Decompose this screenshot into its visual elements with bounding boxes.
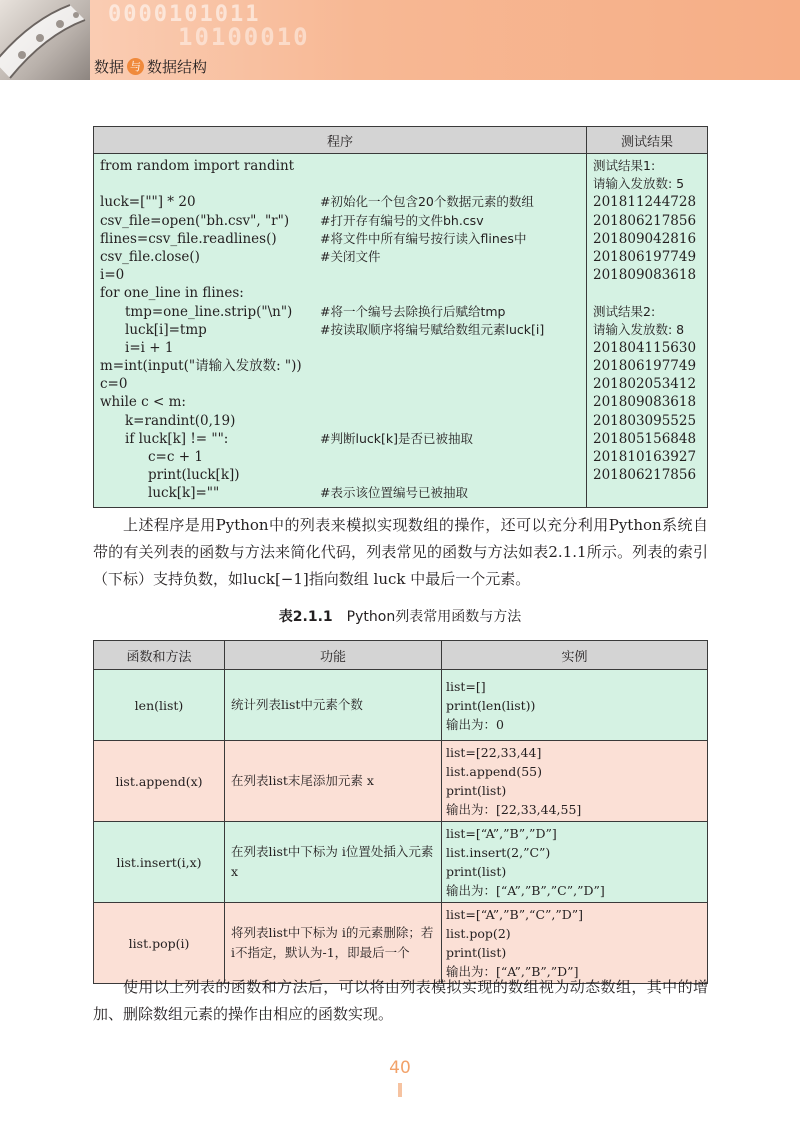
result-line: 201806217856 xyxy=(593,467,697,484)
code-comment: #按读取顺序将编号赋给数组元素luck[i] xyxy=(320,321,545,337)
result-line: 201806197749 xyxy=(593,358,697,375)
function-table-row xyxy=(94,741,708,822)
code-line xyxy=(100,303,580,321)
function-column-header: 函数和方法 xyxy=(94,641,225,670)
example-cell xyxy=(442,822,708,903)
example-line: print(list) xyxy=(446,945,507,960)
example-line: list.insert(2,”C”) xyxy=(446,845,551,860)
program-header: 程序 xyxy=(94,127,587,154)
body-paragraph-2: 使用以上列表的函数和方法后，可以将由列表模拟实现的数组视为动态数组，其中的增加、删除数组元素的操作由相应的函数实现。 xyxy=(93,978,708,1023)
code-text: if luck[k] != "": xyxy=(125,430,229,447)
result-line: 测试结果1: xyxy=(593,158,656,173)
result-line: 201809042816 xyxy=(593,230,697,247)
page-number-bar xyxy=(398,1083,402,1097)
code-comment: #将文件中所有编号按行读入flines中 xyxy=(320,230,527,246)
code-text: i=0 xyxy=(100,267,125,284)
code-text: k=randint(0,19) xyxy=(125,412,236,429)
table-caption xyxy=(0,606,800,626)
function-table-row xyxy=(94,822,708,903)
code-text: i=i + 1 xyxy=(125,339,174,356)
code-text: for one_line in flines: xyxy=(100,285,244,302)
binary-line-2: 10100010 xyxy=(178,23,310,51)
example-line: 输出为：[“A”,”B”,”C”,”D”] xyxy=(446,883,605,898)
page-header xyxy=(0,0,800,80)
result-line: 201804115630 xyxy=(593,339,697,356)
code-text: m=int(input("请输入发放数: ")) xyxy=(100,358,302,375)
code-line xyxy=(100,375,580,393)
film-strip-decoration xyxy=(0,0,90,80)
code-text: from random import randint xyxy=(100,158,295,174)
feature-cell: 在列表list末尾添加元素 x xyxy=(225,741,442,822)
body-paragraph-1: 上述程序是用Python中的列表来模拟实现数组的操作，还可以充分利用Python系统自带的有关列表的函数与方法来简化代码，列表常见的函数与方法如表2.1.1所示。列表的索引（下标）支持负数，如luck[−1]指向数组 luck 中最后一个元素。 xyxy=(93,516,708,588)
result-line: 201809083618 xyxy=(593,267,697,284)
code-text: luck=[""] * 20 xyxy=(100,194,196,211)
feature-column-header: 功能 xyxy=(225,641,442,670)
function-name-cell: list.pop(i) xyxy=(94,903,225,984)
code-line xyxy=(100,448,580,466)
example-line: list=[] xyxy=(446,678,486,694)
code-comment: #打开存有编号的文件bh.csv xyxy=(320,212,484,228)
example-line: list=[“A”,”B”,“C”,”D”] xyxy=(446,907,584,922)
example-line: 输出为：[22,33,44,55] xyxy=(446,802,582,817)
function-name-cell: list.append(x) xyxy=(94,741,225,822)
chapter-title-connector: 与 xyxy=(127,58,144,75)
code-text: csv_file=open("bh.csv", "r") xyxy=(100,212,290,229)
chapter-title xyxy=(94,56,207,77)
result-line: 测试结果2: xyxy=(593,303,656,319)
example-line: list.append(55) xyxy=(446,764,542,779)
code-text: c=c + 1 xyxy=(148,449,203,465)
code-text: flines=csv_file.readlines() xyxy=(100,230,277,247)
example-column-header: 实例 xyxy=(442,641,708,670)
result-line: 请输入发放数: 8 xyxy=(593,321,685,337)
code-line xyxy=(100,157,580,175)
code-text: c=0 xyxy=(100,376,128,393)
code-line xyxy=(100,248,580,266)
results-header: 测试结果 xyxy=(587,127,708,154)
example-cell xyxy=(442,903,708,984)
result-line xyxy=(593,284,701,302)
code-text: while c < m: xyxy=(100,394,186,411)
function-name-cell: len(list) xyxy=(94,670,225,741)
binary-decoration xyxy=(108,2,310,51)
code-line xyxy=(100,284,580,302)
code-line xyxy=(100,230,580,248)
result-line: 201803095525 xyxy=(593,412,697,429)
example-line: print(list) xyxy=(446,783,507,798)
function-name-cell: list.insert(i,x) xyxy=(94,822,225,903)
feature-cell: 在列表list中下标为 i位置处插入元素 x xyxy=(225,822,442,903)
code-line xyxy=(100,466,580,484)
code-comment: #将一个编号去除换行后赋给tmp xyxy=(320,303,506,319)
table-caption-title: Python列表常用函数与方法 xyxy=(346,609,522,625)
program-table xyxy=(93,126,708,508)
result-line: 201809083618 xyxy=(593,394,697,411)
binary-line-1: 0000101011 xyxy=(108,2,261,27)
example-line: print(len(list)) xyxy=(446,697,536,713)
code-line xyxy=(100,430,580,448)
code-text: tmp=one_line.strip("\n") xyxy=(125,303,293,320)
example-line: 输出为：0 xyxy=(446,716,504,732)
code-line xyxy=(100,357,580,375)
example-line: 输出为：[“A”,”B”,”D”] xyxy=(446,964,579,979)
code-comment: #初始化一个包含20个数据元素的数组 xyxy=(320,194,534,210)
chapter-title-part1: 数据 xyxy=(94,58,125,76)
code-line xyxy=(100,266,580,284)
result-line: 请输入发放数: 5 xyxy=(593,176,685,192)
code-line xyxy=(100,339,580,357)
code-text: luck[k]="" xyxy=(148,485,220,502)
example-line: print(list) xyxy=(446,864,507,879)
results-cell xyxy=(587,154,708,508)
code-line xyxy=(100,193,580,211)
code-line xyxy=(100,393,580,411)
code-text: luck[i]=tmp xyxy=(125,321,207,338)
function-table-row xyxy=(94,903,708,984)
example-cell xyxy=(442,670,708,741)
example-line: list=[22,33,44] xyxy=(446,745,542,760)
code-line xyxy=(100,321,580,339)
code-line xyxy=(100,212,580,230)
function-table-row xyxy=(94,670,708,741)
code-text: print(luck[k]) xyxy=(148,467,240,484)
example-line: list.pop(2) xyxy=(446,926,511,941)
result-line: 201806197749 xyxy=(593,248,697,265)
code-comment: #关闭文件 xyxy=(320,248,381,264)
film-strip-icon xyxy=(0,0,90,80)
result-line: 201811244728 xyxy=(593,194,697,211)
code-comment: #表示该位置编号已被抽取 xyxy=(320,485,468,501)
code-line xyxy=(100,484,580,502)
result-line: 201810163927 xyxy=(593,449,697,465)
feature-cell: 将列表list中下标为 i的元素删除；若 i不指定，默认为-1，即最后一个 xyxy=(225,903,442,984)
chapter-title-part2: 数据结构 xyxy=(147,58,208,76)
result-line: 201802053412 xyxy=(593,376,697,393)
feature-cell: 统计列表list中元素个数 xyxy=(225,670,442,741)
page-number: 40 xyxy=(389,1058,411,1078)
code-text: csv_file.close() xyxy=(100,248,200,265)
code-line xyxy=(100,175,580,193)
result-line: 201805156848 xyxy=(593,430,697,447)
code-comment: #判断luck[k]是否已被抽取 xyxy=(320,430,473,446)
table-caption-number: 表2.1.1 xyxy=(278,609,333,625)
example-cell xyxy=(442,741,708,822)
function-table xyxy=(93,640,708,984)
example-line: list=[“A”,”B”,”D”] xyxy=(446,826,557,841)
code-cell xyxy=(94,154,587,508)
result-line: 201806217856 xyxy=(593,212,697,229)
code-line xyxy=(100,412,580,430)
